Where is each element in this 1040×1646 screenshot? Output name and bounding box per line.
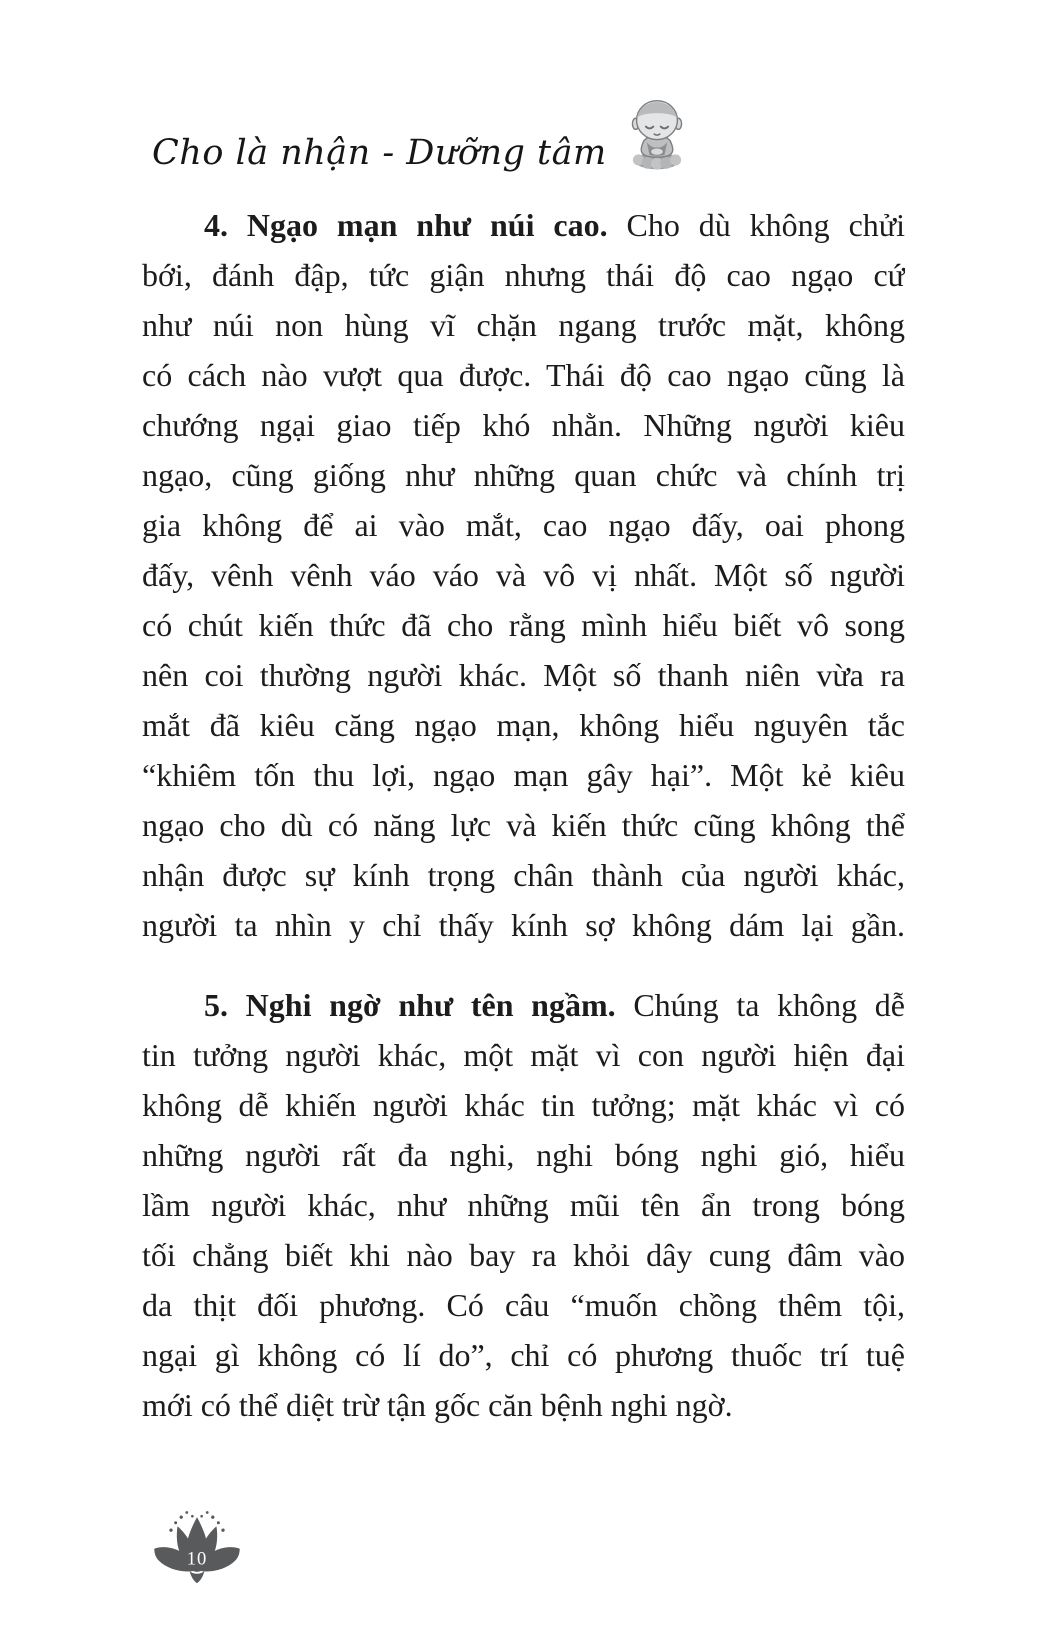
text-line: những người rất đa nghi, nghi bóng nghi gió, hiểu bbox=[142, 1137, 905, 1173]
text-line: mắt đã kiêu căng ngạo mạn, không hiểu nguyên tắc bbox=[142, 707, 905, 743]
text-line: không dễ khiến người khác tin tưởng; mặt khác vì có bbox=[142, 1087, 905, 1123]
text-line: tối chẳng biết khi nào bay ra khỏi dây cung đâm vào bbox=[142, 1237, 905, 1273]
text-line: mới có thể diệt trừ tận gốc căn bệnh nghi ngờ. bbox=[142, 1387, 733, 1423]
text-line bbox=[142, 200, 905, 250]
text-line: có chút kiến thức đã cho rằng mình hiểu biết vô song bbox=[142, 607, 905, 643]
text-line: đấy, vênh vênh váo váo và vô vị nhất. Một số người bbox=[142, 557, 905, 593]
text-line: lầm người khác, như những mũi tên ẩn trong bóng bbox=[142, 1187, 905, 1223]
text-line: gia không để ai vào mắt, cao ngạo đấy, oai phong bbox=[142, 507, 905, 543]
text-run: Cho dù không chửi bbox=[607, 207, 905, 243]
paragraph bbox=[142, 200, 905, 950]
book-title: Cho là nhận - Dưỡng tâm bbox=[152, 133, 607, 173]
text-line: chướng ngại giao tiếp khó nhằn. Những người kiêu bbox=[142, 407, 905, 443]
text-line: nên coi thường người khác. Một số thanh niên vừa ra bbox=[142, 657, 905, 693]
text-line: bới, đánh đập, tức giận nhưng thái độ cao ngạo cứ bbox=[142, 257, 905, 293]
text-line: người ta nhìn y chỉ thấy kính sợ không dám lại gần. bbox=[142, 907, 905, 943]
text-line: ngại gì không có lí do”, chỉ có phương thuốc trí tuệ bbox=[142, 1337, 905, 1373]
section-heading: 4. Ngạo mạn như núi cao. bbox=[204, 207, 608, 243]
page-header bbox=[152, 96, 685, 177]
text-line: ngạo, cũng giống như những quan chức và chính trị bbox=[142, 457, 905, 493]
lotus-icon bbox=[150, 1548, 244, 1588]
meditating-monk-icon bbox=[629, 96, 685, 177]
text-run: Chúng ta không dễ bbox=[615, 987, 905, 1023]
page-footer bbox=[150, 1506, 244, 1589]
text-line: “khiêm tốn thu lợi, ngạo mạn gây hại”. Một kẻ kiêu bbox=[142, 757, 905, 793]
text-line: nhận được sự kính trọng chân thành của người khác, bbox=[142, 857, 905, 893]
paragraph bbox=[142, 980, 905, 1430]
section-heading: 5. Nghi ngờ như tên ngầm. bbox=[204, 987, 616, 1023]
text-line: như núi non hùng vĩ chặn ngang trước mặt, không bbox=[142, 307, 905, 343]
text-line: ngạo cho dù có năng lực và kiến thức cũng không thể bbox=[142, 807, 905, 843]
text-line: có cách nào vượt qua được. Thái độ cao ngạo cũng là bbox=[142, 357, 905, 393]
text-line: da thịt đối phương. Có câu “muốn chồng thêm tội, bbox=[142, 1287, 905, 1323]
page-body bbox=[142, 200, 905, 1430]
text-line bbox=[142, 980, 905, 1030]
page-number: 10 bbox=[186, 1548, 208, 1570]
text-line: tin tưởng người khác, một mặt vì con người hiện đại bbox=[142, 1037, 905, 1073]
